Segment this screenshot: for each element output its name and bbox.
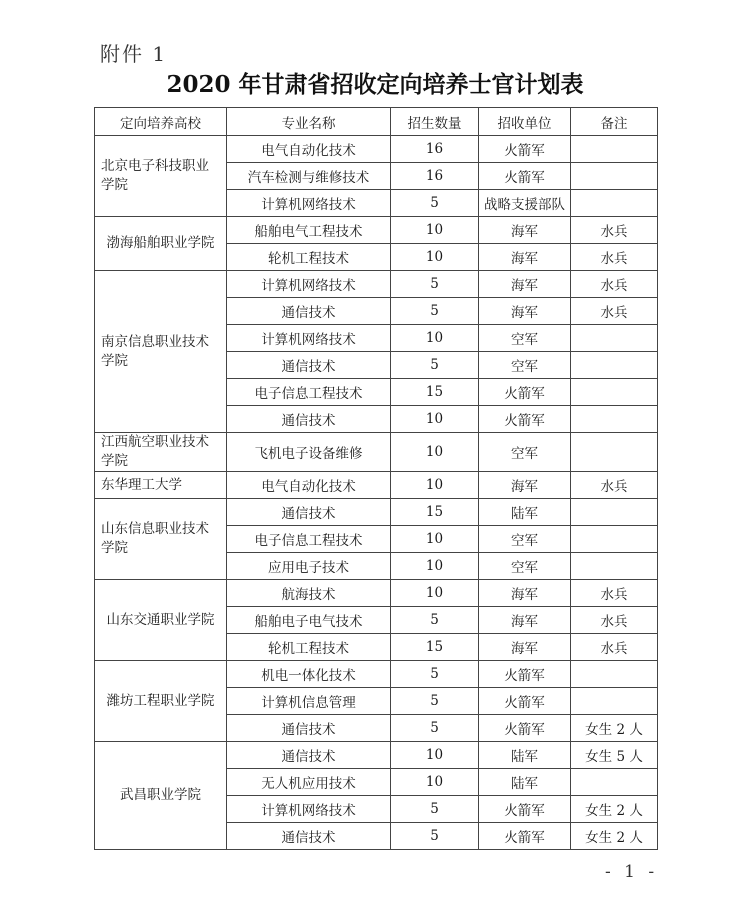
cell-count: 5 [391,661,479,688]
table-row [95,217,658,244]
cell-unit: 火箭军 [479,796,571,823]
cell-major: 电气自动化技术 [227,472,391,499]
cell-note [571,163,658,190]
cell-note: 女生 2 人 [571,715,658,742]
table-body [95,136,658,850]
cell-major: 电子信息工程技术 [227,526,391,553]
cell-count: 5 [391,271,479,298]
cell-note [571,499,658,526]
column-header-school: 定向培养高校 [95,108,227,136]
table-row [95,661,658,688]
cell-note [571,379,658,406]
cell-school: 南京信息职业技术学院 [95,271,227,433]
table-row [95,271,658,298]
cell-note: 女生 5 人 [571,742,658,769]
cell-note [571,769,658,796]
column-header-unit: 招收单位 [479,108,571,136]
cell-count: 10 [391,244,479,271]
cell-note: 水兵 [571,244,658,271]
cell-count: 10 [391,217,479,244]
cell-major: 船舶电气工程技术 [227,217,391,244]
cell-note: 水兵 [571,580,658,607]
cell-note: 女生 2 人 [571,823,658,850]
cell-major: 航海技术 [227,580,391,607]
cell-unit: 火箭军 [479,136,571,163]
cell-count: 5 [391,796,479,823]
cell-unit: 陆军 [479,499,571,526]
cell-note [571,661,658,688]
cell-note: 水兵 [571,271,658,298]
cell-major: 应用电子技术 [227,553,391,580]
cell-note [571,325,658,352]
cell-major: 通信技术 [227,298,391,325]
cell-unit: 海军 [479,217,571,244]
cell-unit: 陆军 [479,742,571,769]
cell-major: 通信技术 [227,823,391,850]
cell-major: 通信技术 [227,742,391,769]
table-row [95,472,658,499]
cell-note [571,352,658,379]
cell-count: 5 [391,688,479,715]
table-header-row [95,108,658,136]
column-header-note: 备注 [571,108,658,136]
cell-note [571,526,658,553]
cell-major: 飞机电子设备维修 [227,433,391,472]
cell-major: 船舶电子电气技术 [227,607,391,634]
cell-count: 5 [391,715,479,742]
cell-major: 通信技术 [227,352,391,379]
cell-unit: 海军 [479,271,571,298]
cell-major: 计算机信息管理 [227,688,391,715]
page-title: 2020 年甘肃省招收定向培养士官计划表 [166,71,584,98]
cell-count: 10 [391,325,479,352]
cell-unit: 海军 [479,634,571,661]
cell-count: 10 [391,742,479,769]
cell-major: 轮机工程技术 [227,244,391,271]
cell-note [571,433,658,472]
cell-unit: 战略支援部队 [479,190,571,217]
cell-count: 10 [391,526,479,553]
cell-unit: 海军 [479,298,571,325]
table-row [95,433,658,472]
cell-major: 汽车检测与维修技术 [227,163,391,190]
cell-major: 无人机应用技术 [227,769,391,796]
cell-count: 16 [391,136,479,163]
cell-unit: 空军 [479,433,571,472]
cell-unit: 海军 [479,580,571,607]
cell-unit: 火箭军 [479,406,571,433]
cell-major: 电子信息工程技术 [227,379,391,406]
cell-note [571,688,658,715]
cell-major: 轮机工程技术 [227,634,391,661]
table-row [95,136,658,163]
cell-count: 5 [391,823,479,850]
page-number: - 1 - [605,862,659,882]
cell-unit: 火箭军 [479,688,571,715]
table-row [95,742,658,769]
cell-major: 机电一体化技术 [227,661,391,688]
cell-major: 通信技术 [227,499,391,526]
cell-count: 5 [391,352,479,379]
cell-unit: 空军 [479,553,571,580]
cell-note [571,553,658,580]
cell-unit: 火箭军 [479,661,571,688]
cell-major: 通信技术 [227,406,391,433]
cell-unit: 火箭军 [479,715,571,742]
cell-major: 计算机网络技术 [227,190,391,217]
cell-school: 潍坊工程职业学院 [95,661,227,742]
cell-unit: 空军 [479,352,571,379]
cell-count: 5 [391,298,479,325]
column-header-major: 专业名称 [227,108,391,136]
cell-unit: 海军 [479,607,571,634]
cell-note [571,136,658,163]
cell-count: 10 [391,553,479,580]
cell-unit: 火箭军 [479,163,571,190]
cell-note: 水兵 [571,298,658,325]
cell-count: 5 [391,607,479,634]
cell-note: 水兵 [571,217,658,244]
cell-major: 电气自动化技术 [227,136,391,163]
cell-major: 计算机网络技术 [227,796,391,823]
cell-major: 通信技术 [227,715,391,742]
cell-note: 女生 2 人 [571,796,658,823]
plan-table [94,107,658,850]
cell-major: 计算机网络技术 [227,271,391,298]
column-header-count: 招生数量 [391,108,479,136]
cell-count: 10 [391,406,479,433]
cell-count: 10 [391,433,479,472]
cell-school: 北京电子科技职业学院 [95,136,227,217]
cell-unit: 海军 [479,244,571,271]
cell-note [571,190,658,217]
cell-count: 10 [391,580,479,607]
cell-note [571,406,658,433]
cell-count: 15 [391,634,479,661]
cell-school: 江西航空职业技术学院 [95,433,227,472]
cell-count: 10 [391,769,479,796]
cell-major: 计算机网络技术 [227,325,391,352]
cell-school: 山东信息职业技术学院 [95,499,227,580]
cell-count: 15 [391,499,479,526]
cell-note: 水兵 [571,634,658,661]
cell-unit: 陆军 [479,769,571,796]
attachment-label: 附件 1 [100,42,168,66]
table-row [95,499,658,526]
cell-count: 10 [391,472,479,499]
cell-school: 山东交通职业学院 [95,580,227,661]
cell-note: 水兵 [571,607,658,634]
cell-unit: 火箭军 [479,379,571,406]
table-row [95,580,658,607]
cell-school: 东华理工大学 [95,472,227,499]
cell-unit: 空军 [479,325,571,352]
cell-count: 16 [391,163,479,190]
cell-school: 武昌职业学院 [95,742,227,850]
cell-school: 渤海船舶职业学院 [95,217,227,271]
cell-unit: 空军 [479,526,571,553]
cell-count: 5 [391,190,479,217]
cell-unit: 火箭军 [479,823,571,850]
cell-note: 水兵 [571,472,658,499]
cell-unit: 海军 [479,472,571,499]
cell-count: 15 [391,379,479,406]
